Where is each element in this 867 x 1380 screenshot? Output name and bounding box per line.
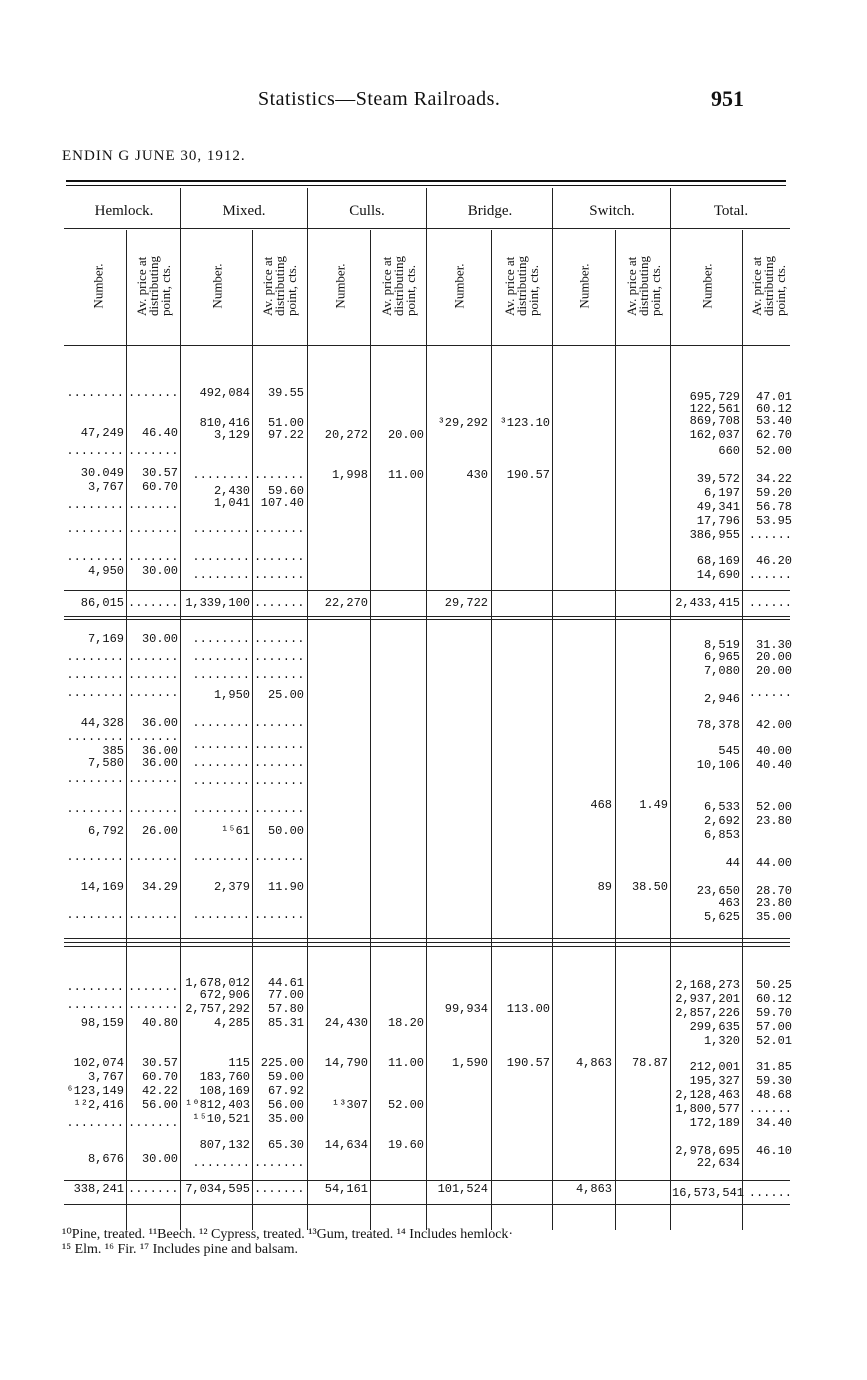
hemlock-number-cell: ¹²2,416	[73, 1098, 124, 1112]
total-number-cell: 2,978,695	[675, 1144, 740, 1158]
switch-number-cell: 4,863	[575, 1056, 612, 1070]
total-price-cell: 42.00	[755, 718, 792, 732]
mixed-price-cell: 57.80	[267, 1002, 304, 1016]
mixed-price-cell: .......	[254, 774, 305, 788]
hemlock-number-cell: ........	[66, 686, 124, 700]
mixed-number-cell: ........	[192, 568, 250, 582]
total-number-cell: 172,189	[689, 1116, 740, 1130]
hemlock-price-cell: 34.29	[141, 880, 178, 894]
hemlock-price-cell: .......	[128, 730, 179, 744]
mixed-number-cell: 7,034,595	[185, 1182, 250, 1196]
mixed-price-cell: .......	[254, 550, 305, 564]
mixed-price-cell: 56.00	[267, 1098, 304, 1112]
total-price-cell: ......	[748, 686, 792, 700]
culls-price-header: Av. price at distributing point, cts.	[379, 256, 418, 316]
bridge-price-cell: ³123.10	[499, 416, 550, 430]
hemlock-price-cell: 30.00	[141, 1152, 178, 1166]
mixed-number-cell: ........	[192, 632, 250, 646]
bridge-number-cell: 101,524	[437, 1182, 488, 1196]
mixed-number-cell: ¹⁰812,403	[185, 1098, 250, 1112]
total-price-header: Av. price at distributing point, cts.	[749, 256, 788, 316]
mixed-price-cell: 107.40	[260, 496, 304, 510]
total-price-cell: 34.22	[755, 472, 792, 486]
mixed-price-cell: .......	[254, 596, 305, 610]
total-number-cell: 2,168,273	[675, 978, 740, 992]
mixed-number-cell: 810,416	[199, 416, 250, 430]
hemlock-price-cell: 56.00	[141, 1098, 178, 1112]
mixed-number-cell: ........	[192, 802, 250, 816]
top-rule-thin	[66, 185, 786, 186]
hemlock-number-cell: 3,767	[87, 480, 124, 494]
mixed-number-cell: ........	[192, 716, 250, 730]
hemlock-price-cell: 42.22	[141, 1084, 178, 1098]
total-number-cell: 212,001	[689, 1060, 740, 1074]
total-price-cell: 40.40	[755, 758, 792, 772]
total-number-cell: 68,169	[696, 554, 740, 568]
total-number-cell: 44	[725, 856, 740, 870]
hemlock-price-cell: .......	[128, 668, 179, 682]
mixed-number-cell: 1,041	[213, 496, 250, 510]
bridge-number-cell: 99,934	[444, 1002, 488, 1016]
bridge-price-cell: 113.00	[506, 1002, 550, 1016]
mixed-number-cell: ¹⁵10,521	[192, 1112, 250, 1126]
mixed-price-cell: .......	[254, 908, 305, 922]
hemlock-price-cell: .......	[128, 1116, 179, 1130]
hemlock-number-cell: ........	[66, 498, 124, 512]
mixed-price-cell: .......	[254, 468, 305, 482]
hemlock-number-cell: 7,169	[87, 632, 124, 646]
total-price-cell: ......	[748, 1102, 792, 1116]
culls-number-cell: 14,634	[324, 1138, 368, 1152]
mixed-price-cell: .......	[254, 668, 305, 682]
mixed-number-cell: ........	[192, 668, 250, 682]
mixed-number-cell: ........	[192, 774, 250, 788]
total-number-cell: 1,800,577	[675, 1102, 740, 1116]
total-price-cell: ......	[748, 1186, 792, 1200]
mixed-price-cell: 25.00	[267, 688, 304, 702]
hemlock-price-cell: .......	[128, 686, 179, 700]
hemlock-number-cell: 385	[102, 744, 124, 758]
total-price-cell: 20.00	[755, 650, 792, 664]
mixed-number-cell: 108,169	[199, 1084, 250, 1098]
group-hemlock: Hemlock.	[94, 203, 154, 219]
bridge-price-cell: 190.57	[506, 468, 550, 482]
total-price-cell: 20.00	[755, 664, 792, 678]
hemlock-price-cell: .......	[128, 998, 179, 1012]
total-price-cell: 52.01	[755, 1034, 792, 1048]
group-culls: Culls.	[349, 203, 385, 219]
total-number-header: Number.	[699, 263, 715, 309]
hemlock-number-cell: 3,767	[87, 1070, 124, 1084]
hemlock-price-cell: .......	[128, 444, 179, 458]
total-price-cell: 23.80	[755, 896, 792, 910]
hemlock-price-cell: .......	[128, 550, 179, 564]
total-price-cell: 52.00	[755, 800, 792, 814]
hemlock-number-cell: 98,159	[80, 1016, 124, 1030]
total-number-cell: 2,128,463	[675, 1088, 740, 1102]
switch-price-header: Av. price at distributing point, cts.	[624, 256, 663, 316]
hemlock-price-cell: .......	[128, 522, 179, 536]
hemlock-number-cell: 6,792	[87, 824, 124, 838]
total-number-cell: 463	[718, 896, 740, 910]
total-price-cell: 40.00	[755, 744, 792, 758]
hemlock-price-cell: 36.00	[141, 716, 178, 730]
hemlock-number-cell: ........	[66, 998, 124, 1012]
group-bridge: Bridge.	[467, 203, 513, 219]
mixed-number-cell: ........	[192, 468, 250, 482]
hemlock-price-cell: 46.40	[141, 426, 178, 440]
footnote-line-1: ¹⁰Pine, treated. ¹¹Beech. ¹² Cypress, treated. ¹³Gum, treated. ¹⁴ Includes hemlock·	[62, 1227, 514, 1242]
total-number-cell: 49,341	[696, 500, 740, 514]
hemlock-number-cell: ........	[66, 650, 124, 664]
total-price-cell: 35.00	[755, 910, 792, 924]
mixed-number-header: Number.	[209, 263, 225, 309]
total-price-cell: 46.20	[755, 554, 792, 568]
mixed-price-cell: 51.00	[267, 416, 304, 430]
hemlock-price-header: Av. price at distributing point, cts.	[134, 256, 173, 316]
hemlock-price-cell: .......	[128, 498, 179, 512]
total-number-cell: 6,533	[703, 800, 740, 814]
hemlock-price-cell: 30.00	[141, 564, 178, 578]
hemlock-number-cell: ........	[66, 850, 124, 864]
switch-price-cell: 38.50	[631, 880, 668, 894]
total-number-cell: 2,692	[703, 814, 740, 828]
mixed-price-cell: 44.61	[267, 976, 304, 990]
total-number-cell: 2,937,201	[675, 992, 740, 1006]
total-price-cell: 23.80	[755, 814, 792, 828]
total-price-cell: ......	[748, 528, 792, 542]
mixed-price-cell: .......	[254, 522, 305, 536]
total-price-cell: 44.00	[755, 856, 792, 870]
culls-number-cell: 22,270	[324, 596, 368, 610]
culls-number-header: Number.	[332, 263, 348, 309]
switch-price-cell: 1.49	[639, 798, 668, 812]
mixed-number-cell: 183,760	[199, 1070, 250, 1084]
hemlock-price-cell: .......	[128, 1182, 179, 1196]
total-number-cell: 7,080	[703, 664, 740, 678]
hemlock-number-cell: 4,950	[87, 564, 124, 578]
mixed-number-cell: 807,132	[199, 1138, 250, 1152]
hemlock-number-cell: 47,249	[80, 426, 124, 440]
mixed-number-cell: ........	[192, 908, 250, 922]
total-price-cell: 47.01	[755, 390, 792, 404]
mixed-price-cell: 39.55	[267, 386, 304, 400]
hemlock-price-cell: 26.00	[141, 824, 178, 838]
table-subtitle: ENDIN G JUNE 30, 1912.	[62, 148, 246, 164]
mixed-number-cell: 2,379	[213, 880, 250, 894]
hemlock-number-cell: 338,241	[73, 1182, 124, 1196]
mixed-price-cell: 11.90	[267, 880, 304, 894]
mixed-price-cell: .......	[254, 1156, 305, 1170]
hemlock-number-header: Number.	[90, 263, 106, 309]
group-switch: Switch.	[589, 203, 635, 219]
bridge-price-header: Av. price at distributing point, cts.	[502, 256, 541, 316]
culls-number-cell: 24,430	[324, 1016, 368, 1030]
culls-price-cell: 52.00	[387, 1098, 424, 1112]
hemlock-number-cell: ........	[66, 1116, 124, 1130]
mixed-price-cell: .......	[254, 1182, 305, 1196]
total-number-cell: 386,955	[689, 528, 740, 542]
culls-price-cell: 19.60	[387, 1138, 424, 1152]
hemlock-price-cell: 30.57	[141, 466, 178, 480]
total-price-cell: 60.12	[755, 402, 792, 416]
total-price-cell: 53.95	[755, 514, 792, 528]
hemlock-price-cell: 60.70	[141, 480, 178, 494]
total-number-cell: 2,433,415	[675, 596, 740, 610]
bridge-number-cell: ³29,292	[437, 416, 488, 430]
hemlock-price-cell: .......	[128, 908, 179, 922]
total-number-cell: 299,635	[689, 1020, 740, 1034]
hemlock-price-cell: .......	[128, 980, 179, 994]
total-price-cell: 46.10	[755, 1144, 792, 1158]
hemlock-price-cell: 40.80	[141, 1016, 178, 1030]
total-number-cell: 695,729	[689, 390, 740, 404]
hemlock-number-cell: 7,580	[87, 756, 124, 770]
hemlock-number-cell: ........	[66, 772, 124, 786]
total-price-cell: 50.25	[755, 978, 792, 992]
mixed-number-cell: 672,906	[199, 988, 250, 1002]
mixed-price-cell: 65.30	[267, 1138, 304, 1152]
total-price-cell: 59.30	[755, 1074, 792, 1088]
mixed-price-cell: 35.00	[267, 1112, 304, 1126]
header-bottom-rule	[64, 345, 790, 346]
switch-number-cell: 89	[597, 880, 612, 894]
hemlock-price-cell: .......	[128, 802, 179, 816]
mixed-price-cell: .......	[254, 756, 305, 770]
switch-price-cell: 78.87	[631, 1056, 668, 1070]
mixed-price-cell: 59.00	[267, 1070, 304, 1084]
mixed-price-cell: .......	[254, 850, 305, 864]
culls-price-cell: 11.00	[387, 1056, 424, 1070]
mixed-price-cell: 225.00	[260, 1056, 304, 1070]
mixed-number-cell: ........	[192, 650, 250, 664]
total-price-cell: ......	[748, 596, 792, 610]
mixed-number-cell: ........	[192, 1156, 250, 1170]
total-price-cell: 62.70	[755, 428, 792, 442]
hemlock-number-cell: ........	[66, 730, 124, 744]
mixed-number-cell: ........	[192, 550, 250, 564]
hemlock-number-cell: 44,328	[80, 716, 124, 730]
culls-number-cell: 20,272	[324, 428, 368, 442]
total-number-cell: 1,320	[703, 1034, 740, 1048]
mixed-number-cell: ........	[192, 850, 250, 864]
bridge-number-cell: 1,590	[451, 1056, 488, 1070]
total-number-cell: 23,650	[696, 884, 740, 898]
group-total: Total.	[713, 203, 749, 219]
mixed-price-cell: 77.00	[267, 988, 304, 1002]
culls-number-cell: ¹³307	[331, 1098, 368, 1112]
mixed-number-cell: 4,285	[213, 1016, 250, 1030]
hemlock-number-cell: 14,169	[80, 880, 124, 894]
total-number-cell: 14,690	[696, 568, 740, 582]
total-number-cell: 122,561	[689, 402, 740, 416]
total-number-cell: 16,573,541	[672, 1186, 745, 1200]
total-price-cell: 56.78	[755, 500, 792, 514]
total-number-cell: 17,796	[696, 514, 740, 528]
mixed-number-cell: ¹⁵61	[221, 824, 250, 838]
hemlock-number-cell: ........	[66, 550, 124, 564]
hemlock-number-cell: 102,074	[73, 1056, 124, 1070]
mixed-price-cell: .......	[254, 568, 305, 582]
mixed-price-cell: 85.31	[267, 1016, 304, 1030]
total-number-cell: 195,327	[689, 1074, 740, 1088]
total-price-cell: 57.00	[755, 1020, 792, 1034]
culls-price-cell: 11.00	[387, 468, 424, 482]
switch-number-header: Number.	[576, 263, 592, 309]
total-number-cell: 78,378	[696, 718, 740, 732]
bridge-number-cell: 29,722	[444, 596, 488, 610]
bridge-number-cell: 430	[466, 468, 488, 482]
hemlock-price-cell: .......	[128, 596, 179, 610]
mixed-number-cell: 1,339,100	[185, 596, 250, 610]
mixed-number-cell: 1,950	[213, 688, 250, 702]
mixed-price-cell: .......	[254, 802, 305, 816]
mixed-price-cell: .......	[254, 650, 305, 664]
mixed-number-cell: 115	[228, 1056, 250, 1070]
total-price-cell: 59.20	[755, 486, 792, 500]
mixed-number-cell: 3,129	[213, 428, 250, 442]
mixed-price-cell: .......	[254, 716, 305, 730]
mixed-number-cell: ........	[192, 522, 250, 536]
total-price-cell: 34.40	[755, 1116, 792, 1130]
hemlock-number-cell: ........	[66, 980, 124, 994]
total-price-cell: 28.70	[755, 884, 792, 898]
total-number-cell: 6,965	[703, 650, 740, 664]
hemlock-number-cell: ........	[66, 522, 124, 536]
total-number-cell: 2,946	[703, 692, 740, 706]
switch-number-cell: 4,863	[575, 1182, 612, 1196]
hemlock-number-cell: 86,015	[80, 596, 124, 610]
total-number-cell: 8,519	[703, 638, 740, 652]
culls-number-cell: 1,998	[331, 468, 368, 482]
total-number-cell: 2,857,226	[675, 1006, 740, 1020]
hemlock-number-cell: 8,676	[87, 1152, 124, 1166]
hemlock-price-cell: .......	[128, 772, 179, 786]
switch-number-cell: 468	[590, 798, 612, 812]
hemlock-price-cell: 30.57	[141, 1056, 178, 1070]
mixed-price-cell: 50.00	[267, 824, 304, 838]
total-price-cell: 48.68	[755, 1088, 792, 1102]
page-number: 951	[711, 86, 744, 111]
total-number-cell: 22,634	[696, 1156, 740, 1170]
mixed-price-cell: 59.60	[267, 484, 304, 498]
total-price-cell: ......	[748, 568, 792, 582]
total-price-cell: 53.40	[755, 414, 792, 428]
total-number-cell: 5,625	[703, 910, 740, 924]
hemlock-number-cell: ........	[66, 444, 124, 458]
mixed-price-cell: .......	[254, 738, 305, 752]
total-number-cell: 162,037	[689, 428, 740, 442]
total-number-cell: 660	[718, 444, 740, 458]
bridge-number-header: Number.	[451, 263, 467, 309]
mixed-number-cell: 2,430	[213, 484, 250, 498]
total-number-cell: 6,853	[703, 828, 740, 842]
group-underline	[64, 228, 790, 229]
mixed-price-cell: 67.92	[267, 1084, 304, 1098]
top-rule	[66, 180, 786, 182]
hemlock-price-cell: .......	[128, 650, 179, 664]
hemlock-price-cell: 60.70	[141, 1070, 178, 1084]
mixed-number-cell: 2,757,292	[185, 1002, 250, 1016]
culls-price-cell: 18.20	[387, 1016, 424, 1030]
hemlock-price-cell: 36.00	[141, 756, 178, 770]
mixed-number-cell: 1,678,012	[185, 976, 250, 990]
total-price-cell: 31.85	[755, 1060, 792, 1074]
hemlock-number-cell: ........	[66, 908, 124, 922]
mixed-number-cell: ........	[192, 756, 250, 770]
hemlock-number-cell: ........	[66, 386, 124, 400]
total-price-cell: 60.12	[755, 992, 792, 1006]
total-price-cell: 52.00	[755, 444, 792, 458]
total-number-cell: 10,106	[696, 758, 740, 772]
total-price-cell: 31.30	[755, 638, 792, 652]
mixed-number-cell: ........	[192, 738, 250, 752]
mixed-price-cell: 97.22	[267, 428, 304, 442]
page-title: Statistics—Steam Railroads.	[258, 88, 501, 110]
hemlock-price-cell: 30.00	[141, 632, 178, 646]
hemlock-number-cell: ........	[66, 668, 124, 682]
hemlock-price-cell: 36.00	[141, 744, 178, 758]
hemlock-price-cell: .......	[128, 386, 179, 400]
hemlock-price-cell: .......	[128, 850, 179, 864]
mixed-price-header: Av. price at distributing point, cts.	[260, 256, 299, 316]
total-number-cell: 869,708	[689, 414, 740, 428]
bridge-price-cell: 190.57	[506, 1056, 550, 1070]
hemlock-number-cell: 30.049	[80, 466, 124, 480]
hemlock-number-cell: ........	[66, 802, 124, 816]
culls-number-cell: 14,790	[324, 1056, 368, 1070]
total-price-cell: 59.70	[755, 1006, 792, 1020]
mixed-number-cell: 492,084	[199, 386, 250, 400]
footnote-line-2: ¹⁵ Elm. ¹⁶ Fir. ¹⁷ Includes pine and balsam.	[62, 1242, 299, 1257]
hemlock-number-cell: ⁶123,149	[66, 1084, 124, 1098]
culls-number-cell: 54,161	[324, 1182, 368, 1196]
mixed-price-cell: .......	[254, 632, 305, 646]
culls-price-cell: 20.00	[387, 428, 424, 442]
total-number-cell: 39,572	[696, 472, 740, 486]
group-mixed: Mixed.	[222, 203, 266, 219]
total-number-cell: 6,197	[703, 486, 740, 500]
total-number-cell: 545	[718, 744, 740, 758]
